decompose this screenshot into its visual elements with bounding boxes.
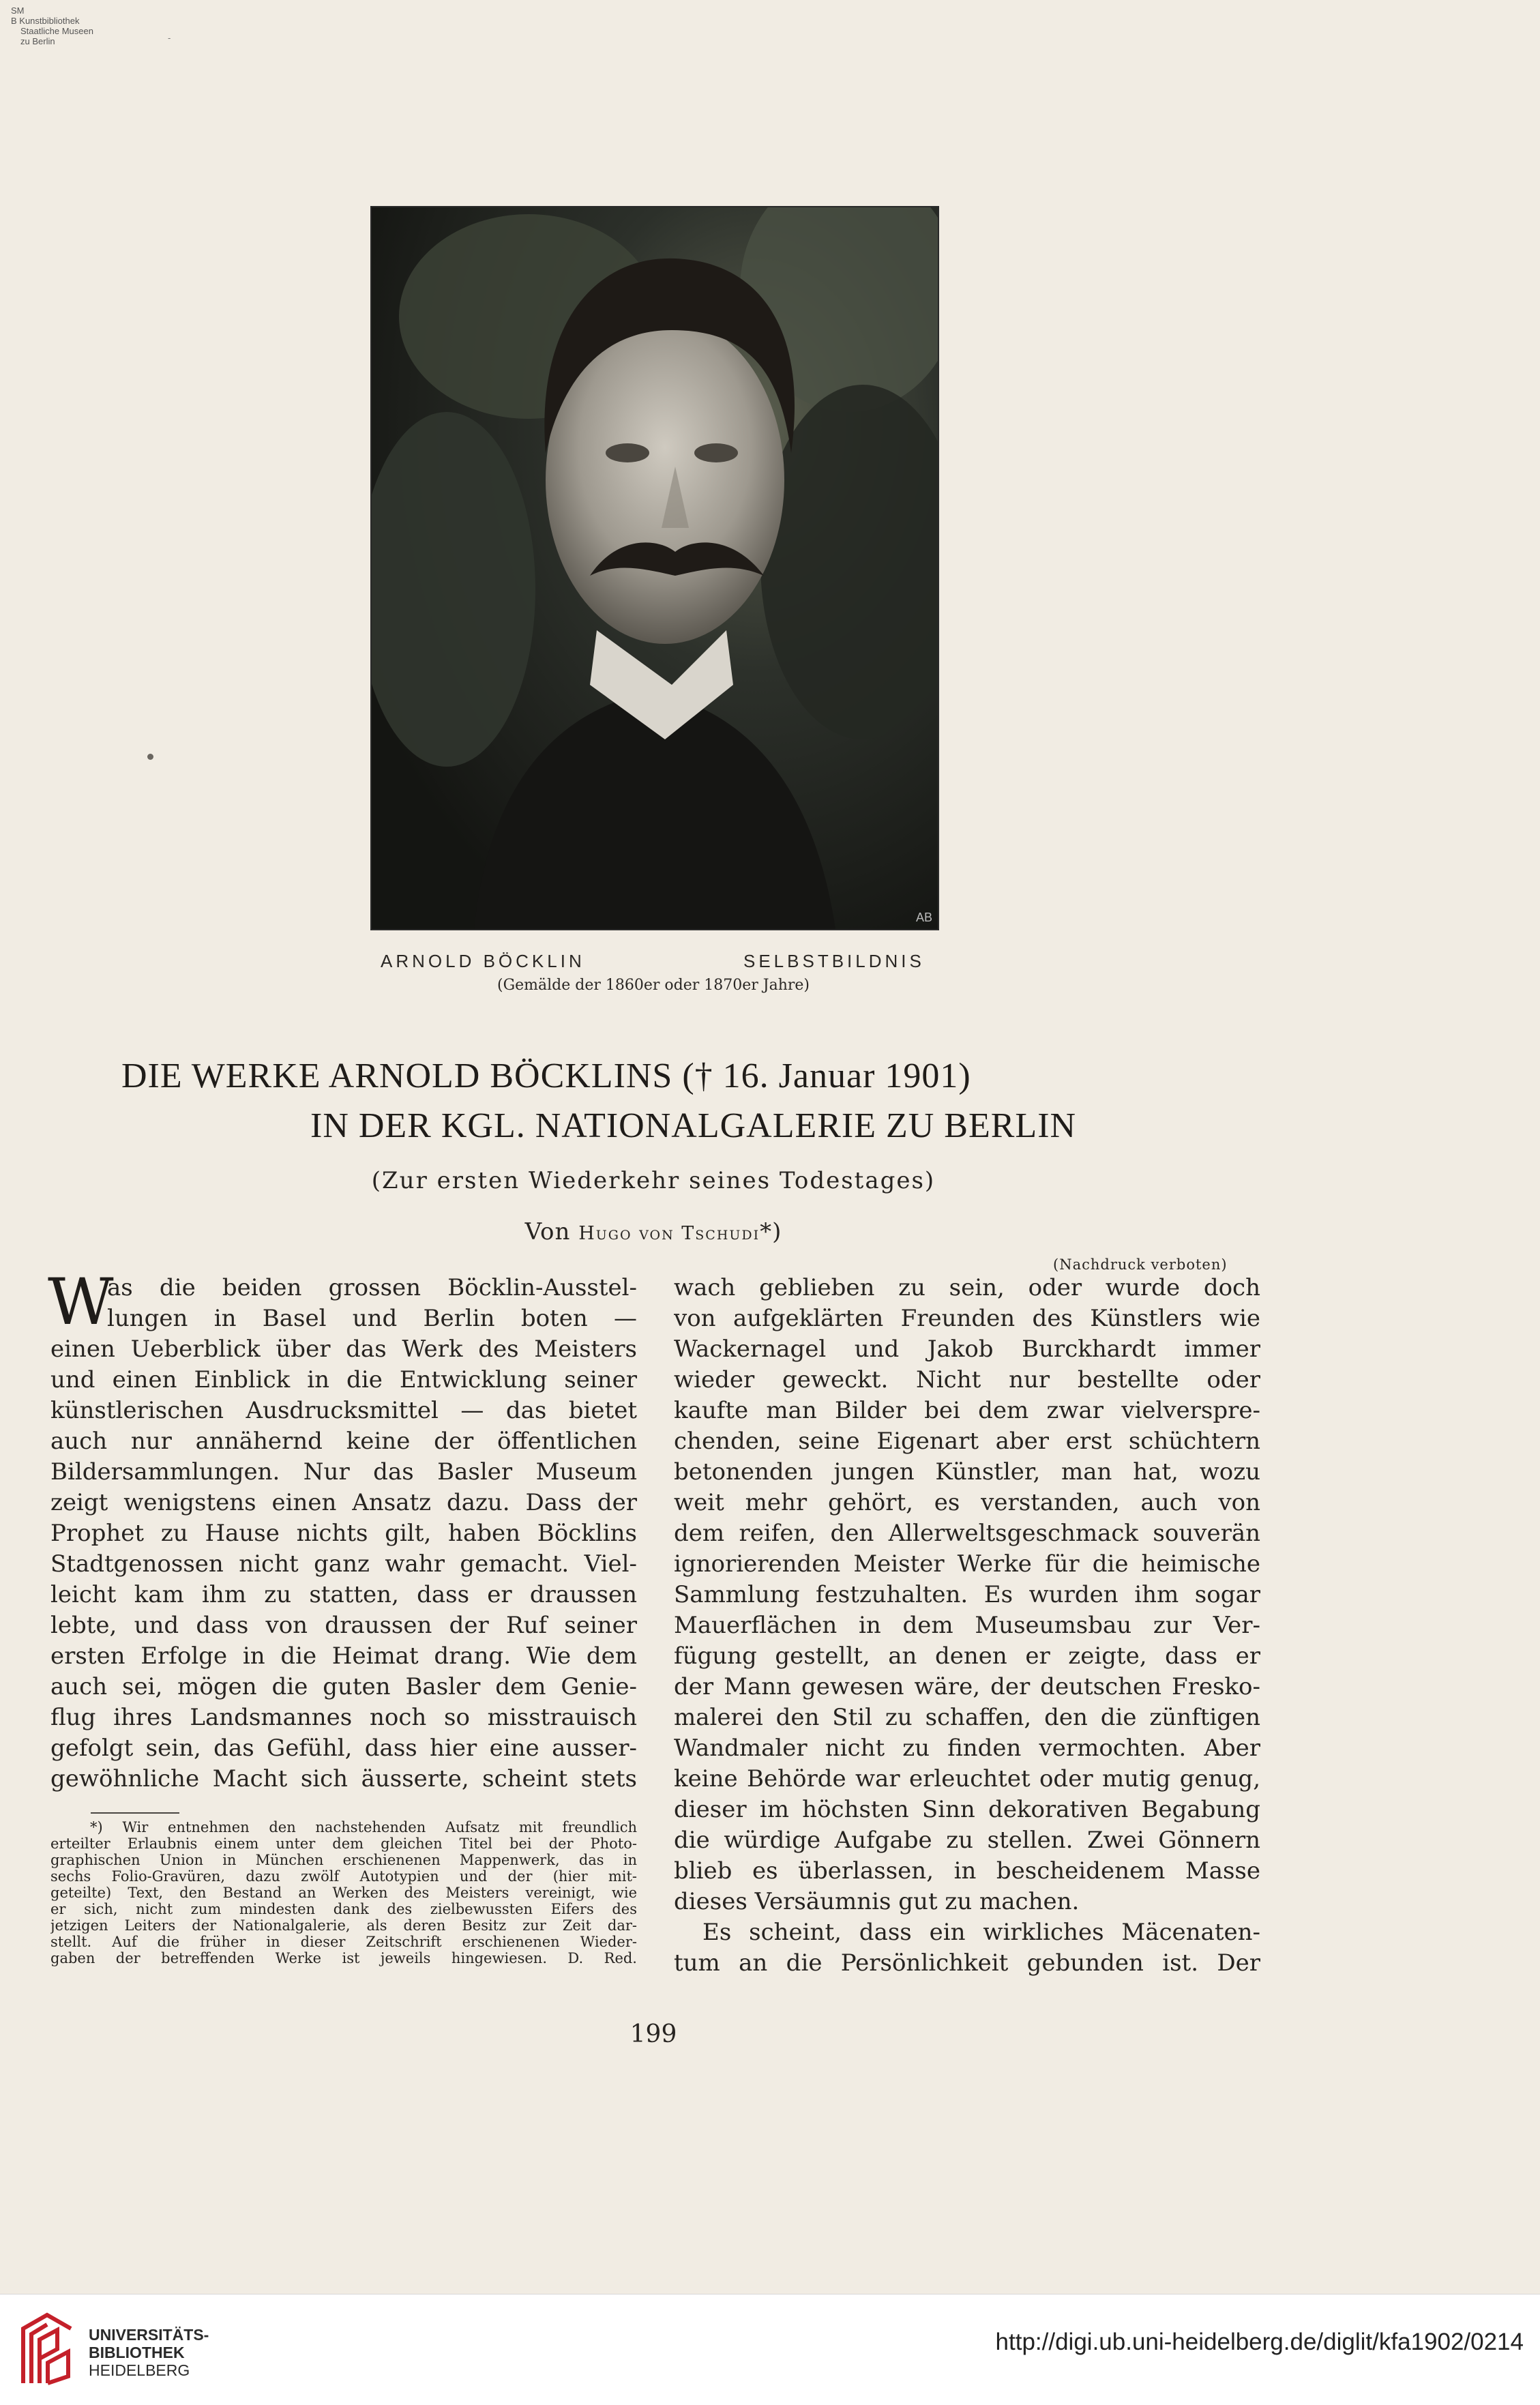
right-column-line: die würdige Aufgabe zu stellen. Zwei Gönnern (674, 1827, 1260, 1854)
right-column-line: fügung gestellt, an denen er zeigte, dass er (674, 1642, 1260, 1670)
left-column-line: und einen Einblick in die Entwicklung seiner (50, 1366, 637, 1393)
footnote-line: geteilte) Text, den Bestand an Werken des Meisters vereinigt, wie (50, 1885, 637, 1901)
right-column-line: blieb es überlassen, in bescheidenem Masse (674, 1857, 1260, 1885)
caption-work-title: SELBSTBILDNIS (743, 951, 925, 971)
footnote-line: stellt. Auf die früher in dieser Zeitschrift erschienenen Wieder- (50, 1934, 637, 1950)
stamp-line: Staatliche Museen (20, 26, 93, 36)
right-column-line: betonenden jungen Künstler, man hat, wozu (674, 1458, 1260, 1486)
portrait-image (370, 206, 939, 930)
drop-cap: W (48, 1265, 114, 1340)
stamp-mark: - (168, 33, 171, 43)
right-column-line: dieser im höchsten Sinn dekorativen Begabung (674, 1796, 1260, 1823)
footnote-line: *) Wir entnehmen den nachstehenden Aufsatz mit freundlich (90, 1820, 637, 1835)
caption-subtitle: (Gemälde der 1860er oder 1870er Jahre) (497, 977, 810, 994)
left-column-line: einen Ueberblick über das Werk des Meisters (50, 1336, 637, 1363)
right-column-line: weit mehr gehört, es verstanden, auch von (674, 1489, 1260, 1516)
right-column-line: wach geblieben zu sein, oder wurde doch (674, 1274, 1260, 1301)
right-column-line: der Mann gewesen wäre, der deutschen Fresko- (674, 1673, 1260, 1700)
stamp-line: zu Berlin (20, 36, 55, 46)
left-column-line: flug ihres Landsmannes noch so misstrauisch (50, 1704, 637, 1731)
library-name-line: BIBLIOTHEK (89, 2344, 185, 2361)
right-column-line: chenden, seine Eigenart aber erst schüchtern (674, 1428, 1260, 1455)
left-column-line: gefolgt sein, das Gefühl, dass hier eine ausser- (50, 1735, 637, 1762)
left-column-line: Stadtgenossen nicht ganz wahr gemacht. Viel- (50, 1550, 637, 1578)
portrait-drawing (372, 207, 938, 929)
stamp-line: B Kunstbibliothek (11, 16, 80, 26)
library-stamp (11, 5, 171, 46)
author-prefix: Von (524, 1218, 571, 1245)
caption-artist: ARNOLD BÖCKLIN (381, 951, 585, 971)
left-column-line: as die beiden grossen Böcklin-Ausstel- (107, 1274, 637, 1301)
permalink-url[interactable]: http://digi.ub.uni-heidelberg.de/diglit/kfa1902/0214 (995, 2329, 1524, 2355)
left-column-line: Prophet zu Hause nichts gilt, haben Böcklins (50, 1520, 637, 1547)
right-column-line: tum an die Persönlichkeit gebunden ist. Der (674, 1949, 1260, 1977)
right-column-line: ignorierenden Meister Werke für die heimische (674, 1550, 1260, 1578)
footnote-line: er sich, nicht zum mindesten dank des zielbewussten Eifers des (50, 1902, 637, 1917)
left-column-line: ersten Erfolge in die Heimat drang. Wie dem (50, 1642, 637, 1670)
library-name (89, 2326, 209, 2379)
left-column-line: leicht kam ihm zu statten, dass er draussen (50, 1581, 637, 1608)
right-column-line: malerei den Stil zu schaffen, den die zünftigen (674, 1704, 1260, 1731)
article-subtitle: (Zur ersten Wiederkehr seines Todestages) (371, 1167, 936, 1194)
footnote-line: jetzigen Leiters der Nationalgalerie, als deren Besitz zur Zeit dar- (50, 1918, 637, 1934)
footnote-line: graphischen Union in München erschienenen Mappenwerk, das in (50, 1853, 637, 1868)
article-author (0, 1218, 1307, 1245)
right-column-line: Mauerflächen in dem Museumsbau zur Ver- (674, 1612, 1260, 1639)
right-column-line: dieses Versäumnis gut zu machen. (674, 1888, 1080, 1915)
article-title-line-1: DIE WERKE ARNOLD BÖCKLINS († 16. Januar 1901) (121, 1057, 971, 1095)
paper-speck (147, 754, 153, 760)
left-column-line: lungen in Basel und Berlin boten — (107, 1305, 637, 1332)
footnote-rule (91, 1812, 179, 1814)
artist-monogram: AB (915, 911, 932, 924)
right-column-line: von aufgeklärten Freunden des Künstlers wie (674, 1305, 1260, 1332)
left-column-line: lebte, und dass von draussen der Ruf seiner (50, 1612, 637, 1639)
stamp-line: SM (11, 5, 25, 16)
right-column-line: keine Behörde war erleuchtet oder mutig genug, (674, 1765, 1260, 1792)
page-number: 199 (630, 2020, 677, 2048)
right-column-line: Wandmaler nicht zu finden vermochten. Aber (674, 1735, 1260, 1762)
author-name: Hugo von Tschudi (578, 1223, 760, 1244)
footnote-line: gaben der betreffenden Werke ist jeweils hingewiesen. D. Red. (50, 1951, 637, 1966)
right-column-line: Wackernagel und Jakob Burckhardt immer (674, 1336, 1260, 1363)
library-name-line: HEIDELBERG (89, 2361, 190, 2379)
viewer-footer (0, 2294, 1540, 2405)
right-column-line: wieder geweckt. Nicht nur bestellte oder (674, 1366, 1260, 1393)
right-column-line: dem reifen, den Allerweltsgeschmack souverän (674, 1520, 1260, 1547)
right-column-line: Es scheint, dass ein wirkliches Mäcenaten- (702, 1919, 1260, 1946)
library-logo-icon (16, 2308, 78, 2390)
library-name-line: UNIVERSITÄTS- (89, 2326, 209, 2344)
right-column-line: kaufte man Bilder bei dem zwar vielverspre- (674, 1397, 1260, 1424)
left-column-line: künstlerischen Ausdrucksmittel — das bietet (50, 1397, 637, 1424)
footnote-line: erteilter Erlaubnis einem unter dem gleichen Titel bei der Photo- (50, 1836, 637, 1852)
left-column-line: auch sei, mögen die guten Basler dem Genie- (50, 1673, 637, 1700)
left-column-line: Bildersammlungen. Nur das Basler Museum (50, 1458, 637, 1486)
right-column-line: Sammlung festzuhalten. Es wurden ihm sogar (674, 1581, 1260, 1608)
article-title-line-2: IN DER KGL. NATIONALGALERIE ZU BERLIN (310, 1106, 1077, 1145)
author-footnote-mark: *) (760, 1218, 782, 1245)
left-column-line: gewöhnliche Macht sich äusserte, scheint stets (50, 1765, 637, 1792)
left-column-line: auch nur annähernd keine der öffentlichen (50, 1428, 637, 1455)
footnote-line: sechs Folio-Gravüren, dazu zwölf Autotypien und der (hier mit- (50, 1869, 637, 1885)
reprint-notice: (Nachdruck verboten) (1053, 1256, 1228, 1273)
left-column-line: zeigt wenigstens einen Ansatz dazu. Dass der (50, 1489, 637, 1516)
